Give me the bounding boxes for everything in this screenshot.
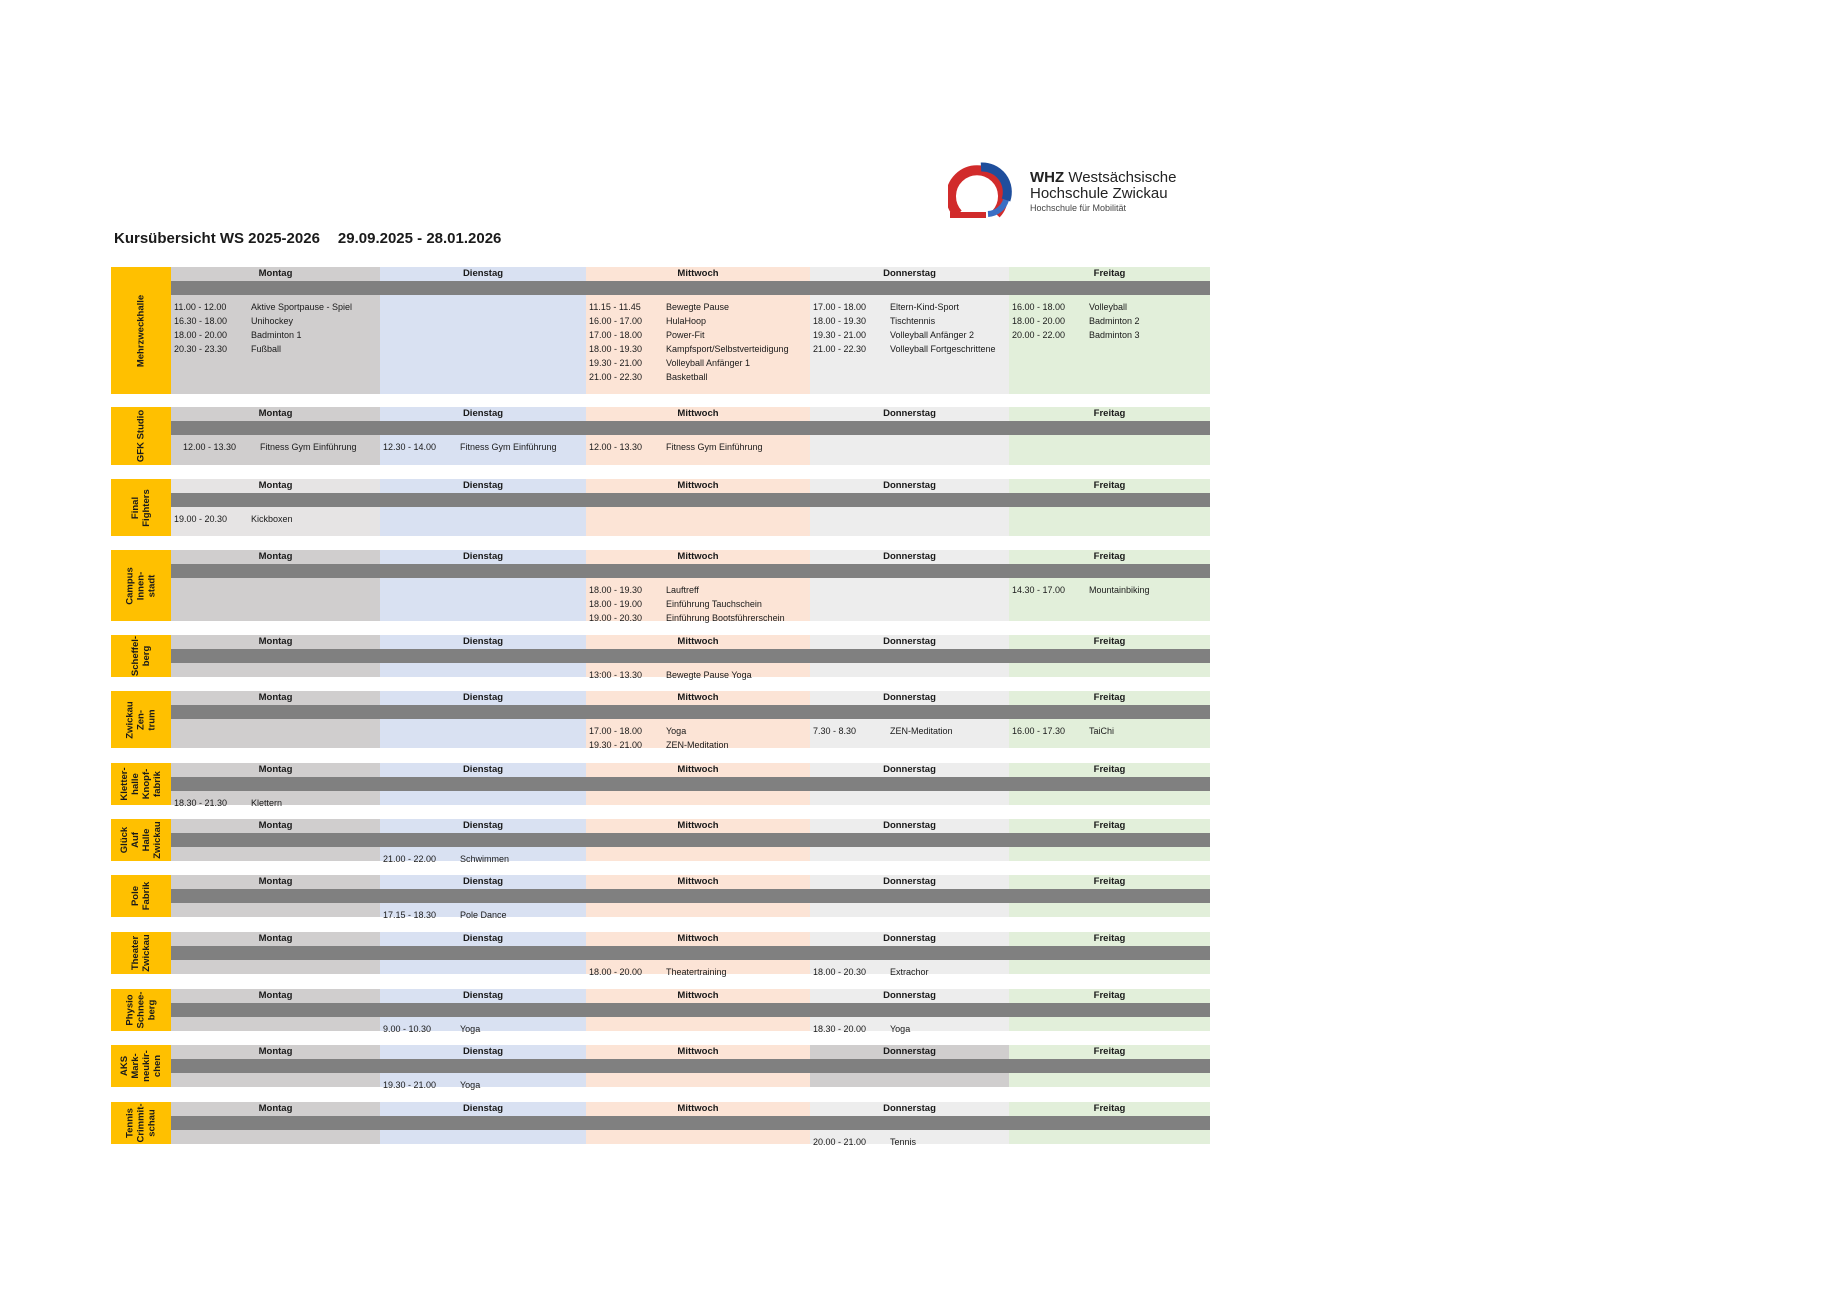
day-header: Donnerstag (883, 692, 936, 703)
session-entry (383, 1078, 480, 1092)
venue-block (111, 763, 1210, 808)
day-header: Donnerstag (883, 408, 936, 419)
venue-label (111, 691, 171, 748)
title-text: Kursübersicht WS 2025-2026 (114, 230, 320, 247)
session-course: Mountainbiking (1089, 585, 1150, 595)
session-course: Schwimmen (460, 854, 510, 864)
separator-bar (171, 777, 1210, 791)
session-entry (183, 440, 357, 454)
day-header: Donnerstag (883, 551, 936, 562)
venue-block (111, 932, 1210, 977)
session-entry (589, 440, 763, 454)
session-course: Einführung Bootsführerschein (666, 613, 785, 623)
venue-block (111, 550, 1210, 621)
day-header: Montag (258, 692, 293, 703)
day-header: Montag (258, 551, 293, 562)
session-course: Yoga (460, 1080, 481, 1090)
session-time: 11.00 - 12.00 (174, 302, 227, 312)
session-entry (813, 342, 996, 356)
separator-bar (171, 281, 1210, 295)
session-course: Bewegte Pause (666, 302, 730, 312)
session-time: 9.00 - 10.30 (383, 1024, 432, 1034)
separator-bar (171, 946, 1210, 960)
venue-label (111, 267, 171, 394)
day-header: Mittwoch (677, 1046, 719, 1057)
day-header: Mittwoch (677, 820, 719, 831)
session-course: Unihockey (251, 316, 294, 326)
day-header: Montag (258, 764, 293, 775)
day-header: Dienstag (462, 1103, 504, 1114)
session-entry (589, 328, 705, 342)
day-header: Freitag (1093, 551, 1126, 562)
session-course: Lauftreff (666, 585, 699, 595)
day-column-mittwoch (586, 691, 810, 748)
day-column-montag (171, 407, 380, 465)
whz-ring-icon (948, 162, 1014, 222)
day-header: Freitag (1093, 933, 1126, 944)
day-header: Donnerstag (883, 480, 936, 491)
session-course: Volleyball Fortgeschrittene (890, 344, 996, 354)
venue-label (111, 875, 171, 917)
session-course: Yoga (666, 726, 687, 736)
session-time: 20.00 - 22.00 (1012, 330, 1066, 340)
session-entry (174, 796, 282, 810)
venue-label (111, 1102, 171, 1144)
venue-name: Tennis Crimmit- schau (124, 1103, 158, 1143)
session-entry (589, 583, 699, 597)
separator-bar (171, 421, 1210, 435)
session-course: Badminton 2 (1089, 316, 1140, 326)
session-time: 13:00 - 13.30 (589, 670, 643, 680)
separator-bar (171, 1003, 1210, 1017)
session-time: 12.00 - 13.30 (589, 442, 643, 452)
session-entry (174, 314, 293, 328)
venue-name: GFK Studio (135, 409, 147, 463)
session-entry (174, 342, 281, 356)
session-time: 18.00 - 20.30 (813, 967, 867, 977)
day-column-montag (171, 479, 380, 536)
day-header: Freitag (1093, 1046, 1126, 1057)
session-course: Pole Dance (460, 910, 507, 920)
session-entry (1012, 314, 1140, 328)
day-header: Dienstag (462, 408, 504, 419)
session-course: Badminton 1 (251, 330, 302, 340)
session-time: 16.00 - 18.00 (1012, 302, 1066, 312)
separator-bar (171, 1116, 1210, 1130)
day-header: Dienstag (462, 764, 504, 775)
day-header: Montag (258, 268, 293, 279)
day-header: Donnerstag (883, 933, 936, 944)
session-course: Volleyball Anfänger 1 (666, 358, 751, 368)
venue-name: Glück Auf Halle Zwickau (119, 821, 163, 859)
day-header: Freitag (1093, 820, 1126, 831)
day-header: Montag (258, 636, 293, 647)
session-course: Theatertraining (666, 967, 727, 977)
session-time: 18.00 - 19.00 (589, 599, 643, 609)
venue-label (111, 819, 171, 861)
day-column-mittwoch (586, 407, 810, 465)
day-header: Mittwoch (677, 692, 719, 703)
venue-name: Scheffel- berg (130, 635, 152, 677)
session-time: 19.30 - 21.00 (813, 330, 867, 340)
session-time: 19.30 - 21.00 (589, 358, 643, 368)
venue-block (111, 691, 1210, 748)
venue-label (111, 479, 171, 536)
separator-bar (171, 649, 1210, 663)
session-entry (383, 440, 557, 454)
venue-label (111, 407, 171, 465)
separator-bar (171, 1059, 1210, 1073)
venue-block (111, 989, 1210, 1034)
day-column-dienstag (380, 479, 586, 536)
venue-name: Final Fighters (130, 488, 152, 527)
session-course: Power-Fit (666, 330, 705, 340)
day-header: Mittwoch (677, 268, 719, 279)
session-course: Eltern-Kind-Sport (890, 302, 960, 312)
session-entry (174, 328, 302, 342)
day-column-donnerstag (810, 407, 1009, 465)
session-time: 17.15 - 18.30 (383, 910, 437, 920)
session-time: 20.00 - 21.00 (813, 1137, 867, 1147)
day-header: Mittwoch (677, 480, 719, 491)
logo-name-1: Westsächsische (1068, 169, 1177, 186)
session-entry (383, 1022, 480, 1036)
day-header: Mittwoch (677, 551, 719, 562)
whz-logo (948, 162, 1188, 224)
day-header: Donnerstag (883, 990, 936, 1001)
session-entry (589, 370, 708, 384)
session-time: 18.00 - 20.00 (1012, 316, 1066, 326)
venue-label (111, 1045, 171, 1087)
separator-bar (171, 705, 1210, 719)
logo-abbr: WHZ (1030, 169, 1065, 186)
session-entry (813, 328, 974, 342)
day-column-donnerstag (810, 691, 1009, 748)
day-header: Dienstag (462, 551, 504, 562)
session-time: 18.30 - 20.00 (813, 1024, 867, 1034)
day-header: Donnerstag (883, 820, 936, 831)
day-header: Freitag (1093, 692, 1126, 703)
session-entry (589, 738, 729, 752)
day-header: Mittwoch (677, 764, 719, 775)
session-time: 16.30 - 18.00 (174, 316, 228, 326)
day-header: Freitag (1093, 480, 1126, 491)
day-header: Freitag (1093, 636, 1126, 647)
session-course: Kampfsport/Selbstverteidigung (666, 344, 789, 354)
separator-bar (171, 564, 1210, 578)
session-time: 20.30 - 23.30 (174, 344, 228, 354)
session-entry (1012, 300, 1127, 314)
session-time: 12.00 - 13.30 (183, 442, 237, 452)
session-course: ZEN-Meditation (666, 740, 729, 750)
venue-name: Campus Innen- stadt (124, 566, 158, 605)
venue-block (111, 1045, 1210, 1090)
session-course: Tischtennis (890, 316, 936, 326)
day-column-dienstag (380, 550, 586, 621)
day-header: Donnerstag (883, 764, 936, 775)
day-column-montag (171, 691, 380, 748)
day-header: Freitag (1093, 764, 1126, 775)
day-column-freitag (1009, 407, 1210, 465)
session-course: Kickboxen (251, 514, 293, 524)
day-header: Montag (258, 1046, 293, 1057)
session-time: 18.30 - 21.30 (174, 798, 228, 808)
session-entry (813, 724, 953, 738)
day-header: Dienstag (462, 692, 504, 703)
day-column-freitag (1009, 479, 1210, 536)
session-time: 17.00 - 18.00 (813, 302, 867, 312)
session-entry (813, 300, 959, 314)
day-header: Donnerstag (883, 876, 936, 887)
day-header: Freitag (1093, 876, 1126, 887)
venue-block (111, 479, 1210, 536)
session-course: Fußball (251, 344, 282, 354)
day-header: Donnerstag (883, 268, 936, 279)
venue-name: AKS Mark- neukir- chen (119, 1050, 163, 1082)
day-column-mittwoch (586, 479, 810, 536)
day-column-freitag (1009, 691, 1210, 748)
day-header: Dienstag (462, 820, 504, 831)
day-header: Montag (258, 876, 293, 887)
session-course: Fitness Gym Einführung (460, 442, 557, 452)
session-time: 18.00 - 20.00 (174, 330, 228, 340)
session-entry (589, 342, 789, 356)
session-entry (383, 908, 507, 922)
day-column-donnerstag (810, 550, 1009, 621)
session-course: Basketball (666, 372, 708, 382)
day-column-dienstag (380, 691, 586, 748)
venue-label (111, 989, 171, 1031)
venue-name: Pole Fabrik (130, 881, 152, 911)
session-entry (589, 356, 750, 370)
session-course: Badminton 3 (1089, 330, 1140, 340)
day-header: Montag (258, 408, 293, 419)
venue-name: Zwickau Zen- trum (124, 700, 158, 739)
session-time: 21.00 - 22.00 (383, 854, 437, 864)
venue-label (111, 635, 171, 677)
session-entry (813, 314, 935, 328)
separator-bar (171, 889, 1210, 903)
session-entry (1012, 583, 1150, 597)
venue-block (111, 407, 1210, 465)
session-course: Yoga (460, 1024, 481, 1034)
session-entry (589, 611, 785, 625)
day-header: Mittwoch (677, 933, 719, 944)
session-time: 16.00 - 17.00 (589, 316, 643, 326)
day-column-montag (171, 550, 380, 621)
day-header: Dienstag (462, 990, 504, 1001)
day-header: Donnerstag (883, 636, 936, 647)
day-header: Freitag (1093, 408, 1126, 419)
day-header: Montag (258, 1103, 293, 1114)
session-entry (813, 1022, 910, 1036)
day-column-dienstag (380, 407, 586, 465)
session-time: 12.30 - 14.00 (383, 442, 437, 452)
logo-tagline: Hochschule für Mobilität (1030, 203, 1127, 213)
session-course: Tennis (890, 1137, 917, 1147)
day-header: Dienstag (462, 480, 504, 491)
session-course: Einführung Tauchschein (666, 599, 762, 609)
session-course: TaiChi (1089, 726, 1115, 736)
session-time: 7.30 - 8.30 (813, 726, 857, 736)
day-header: Dienstag (462, 636, 504, 647)
page-title (114, 230, 501, 247)
session-time: 18.00 - 19.30 (589, 344, 643, 354)
day-header: Mittwoch (677, 990, 719, 1001)
title-dates: 29.09.2025 - 28.01.2026 (337, 230, 502, 247)
venue-block (111, 635, 1210, 680)
day-header: Freitag (1093, 1103, 1126, 1114)
day-header: Mittwoch (677, 408, 719, 419)
session-entry (1012, 328, 1140, 342)
session-time: 21.00 - 22.30 (589, 372, 643, 382)
venue-name: Kletter- halle Knopf- fabrik (119, 767, 163, 801)
session-time: 17.00 - 18.00 (589, 330, 643, 340)
session-time: 19.30 - 21.00 (589, 740, 643, 750)
session-course: Klettern (251, 798, 283, 808)
session-entry (589, 965, 727, 979)
session-time: 18.00 - 19.30 (589, 585, 643, 595)
day-header: Dienstag (462, 268, 504, 279)
day-column-donnerstag (810, 479, 1009, 536)
separator-bar (171, 493, 1210, 507)
session-time: 11.15 - 11.45 (589, 302, 641, 312)
session-entry (174, 512, 293, 526)
session-entry (589, 597, 762, 611)
day-header: Freitag (1093, 268, 1126, 279)
session-course: Bewegte Pause Yoga (666, 670, 752, 680)
session-entry (813, 1135, 916, 1149)
session-course: Aktive Sportpause - Spiel (251, 302, 353, 312)
session-time: 17.00 - 18.00 (589, 726, 643, 736)
session-course: ZEN-Meditation (890, 726, 953, 736)
venue-name: Theater Zwickau (130, 934, 152, 972)
session-time: 21.00 - 22.30 (813, 344, 867, 354)
session-time: 18.00 - 20.00 (589, 967, 643, 977)
session-entry (1012, 724, 1114, 738)
venue-name: Physio Schnee- berg (124, 991, 158, 1029)
day-header: Dienstag (462, 1046, 504, 1057)
session-entry (174, 300, 352, 314)
session-entry (383, 852, 509, 866)
session-time: 19.00 - 20.30 (589, 613, 643, 623)
separator-bar (171, 833, 1210, 847)
day-header: Montag (258, 990, 293, 1001)
session-time: 14.30 - 17.00 (1012, 585, 1066, 595)
day-header: Donnerstag (883, 1046, 936, 1057)
day-header: Donnerstag (883, 1103, 936, 1114)
venue-block (111, 267, 1210, 394)
day-header: Mittwoch (677, 876, 719, 887)
session-time: 18.00 - 19.30 (813, 316, 867, 326)
venue-label (111, 932, 171, 974)
session-course: HulaHoop (666, 316, 707, 326)
day-header: Montag (258, 820, 293, 831)
session-entry (813, 965, 929, 979)
venue-label (111, 763, 171, 805)
day-header: Mittwoch (677, 1103, 719, 1114)
session-entry (589, 668, 752, 682)
venue-label (111, 550, 171, 621)
venue-block (111, 819, 1210, 864)
logo-name-2: Hochschule Zwickau (1030, 185, 1168, 202)
day-header: Montag (258, 480, 293, 491)
session-course: Volleyball Anfänger 2 (890, 330, 975, 340)
session-time: 19.30 - 21.00 (383, 1080, 437, 1090)
session-course: Fitness Gym Einführung (260, 442, 357, 452)
session-course: Volleyball (1089, 302, 1128, 312)
day-header: Montag (258, 933, 293, 944)
session-course: Fitness Gym Einführung (666, 442, 763, 452)
day-header: Dienstag (462, 876, 504, 887)
venue-block (111, 875, 1210, 920)
day-column-freitag (1009, 550, 1210, 621)
session-course: Yoga (890, 1024, 911, 1034)
day-header: Dienstag (462, 933, 504, 944)
session-time: 19.00 - 20.30 (174, 514, 228, 524)
day-column-mittwoch (586, 550, 810, 621)
session-entry (589, 300, 729, 314)
session-entry (589, 314, 706, 328)
venue-block (111, 1102, 1210, 1147)
day-header: Mittwoch (677, 636, 719, 647)
session-time: 16.00 - 17.30 (1012, 726, 1066, 736)
venue-name: Mehrzweckhalle (135, 294, 147, 367)
session-course: Extrachor (890, 967, 929, 977)
day-header: Freitag (1093, 990, 1126, 1001)
session-entry (589, 724, 686, 738)
